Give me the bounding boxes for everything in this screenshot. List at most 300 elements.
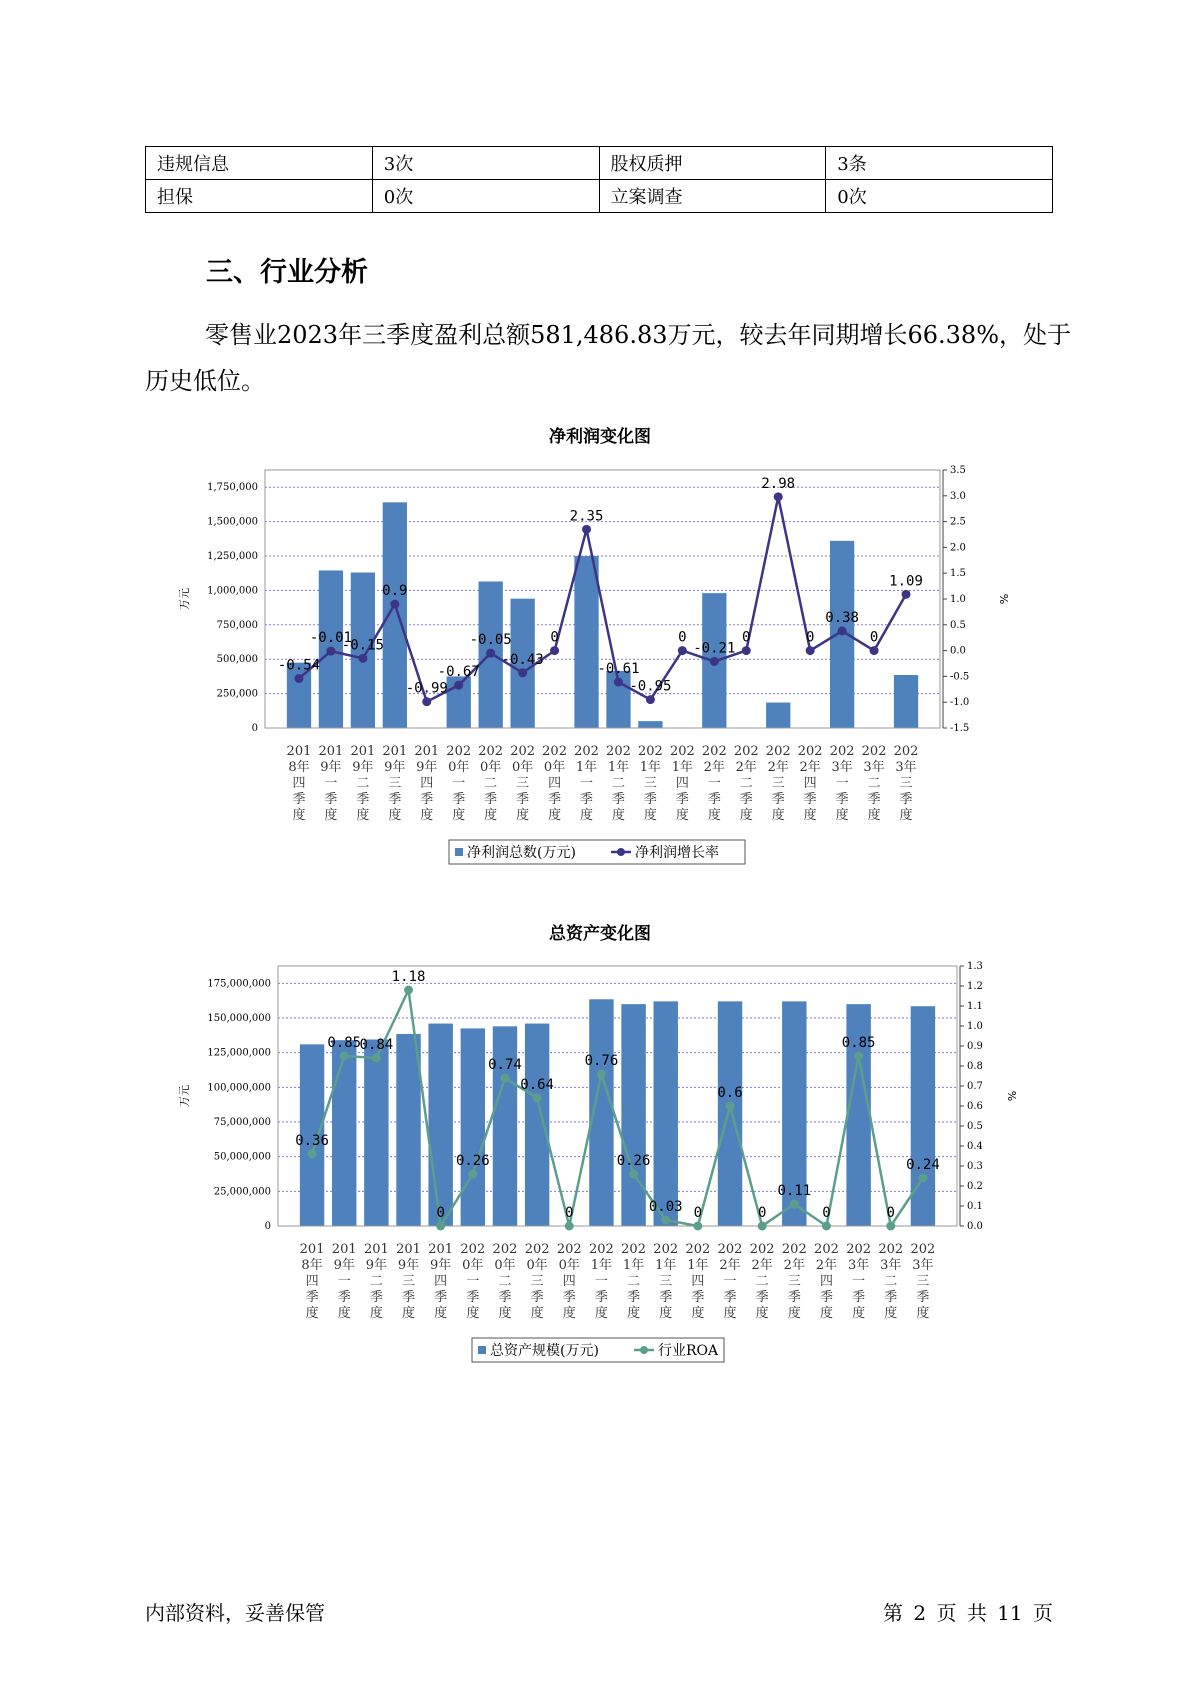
- data-point: [614, 678, 623, 687]
- x-tick-label: 201: [318, 744, 344, 759]
- y2-tick-label: 2.5: [950, 516, 966, 528]
- data-point: [550, 646, 559, 655]
- x-tick-label: 季: [707, 792, 721, 807]
- y-tick-label: 0: [251, 723, 258, 734]
- x-tick-label: 1年: [622, 1258, 645, 1273]
- x-tick-label: 202: [542, 744, 567, 759]
- x-tick-label: 9年: [333, 1258, 355, 1273]
- bar: [718, 1001, 742, 1226]
- y-tick-label: 75,000,000: [213, 1117, 271, 1128]
- table-cell: 担保: [146, 180, 373, 213]
- x-tick-label: 度: [530, 1306, 544, 1321]
- x-tick-label: 度: [755, 1306, 769, 1321]
- x-tick-label: 1年: [639, 760, 662, 775]
- y-tick-label: 750,000: [216, 619, 258, 631]
- table-cell: 立案调查: [599, 180, 826, 213]
- data-point: [693, 1222, 702, 1231]
- x-tick-label: 2年: [767, 760, 789, 775]
- legend-swatch-point: [617, 848, 625, 856]
- data-point: [790, 1200, 799, 1209]
- data-label: 0: [550, 629, 559, 646]
- x-tick-label: 度: [643, 808, 657, 823]
- data-label: -0.15: [341, 637, 384, 654]
- y2-tick-label: 1.5: [950, 568, 966, 580]
- x-tick-label: 2年: [735, 760, 757, 775]
- y2-tick-label: 1.1: [967, 1001, 983, 1012]
- data-point: [726, 1102, 735, 1111]
- data-point: [340, 1052, 349, 1061]
- chart-title: 总资产变化图: [549, 924, 651, 944]
- y2-tick-label: 1.3: [967, 961, 983, 972]
- x-tick-label: 二: [356, 776, 370, 791]
- data-label: 0: [693, 1205, 703, 1221]
- page-number: 第 2 页 共 11 页: [883, 1601, 1053, 1625]
- x-tick-label: 度: [899, 808, 913, 823]
- data-label: 0.6: [717, 1085, 743, 1101]
- data-label: 0: [565, 1205, 574, 1221]
- x-tick-label: 202: [653, 1242, 679, 1257]
- x-tick-label: 2年: [815, 1258, 838, 1273]
- x-tick-label: 二: [498, 1274, 512, 1289]
- data-label: 0.9: [382, 583, 408, 600]
- chart-title: 净利润变化图: [549, 427, 651, 447]
- y-tick-label: 1,500,000: [207, 516, 258, 528]
- x-tick-label: 2年: [799, 760, 821, 775]
- data-label: 1.18: [391, 969, 426, 985]
- x-tick-label: 季: [803, 792, 817, 807]
- x-tick-label: 201: [396, 1242, 421, 1257]
- data-point: [500, 1074, 509, 1083]
- x-tick-label: 四: [292, 776, 306, 791]
- x-tick-label: 一: [580, 776, 594, 791]
- y-tick-label: 1,000,000: [207, 585, 258, 597]
- data-label: -0.54: [277, 657, 321, 674]
- x-tick-label: 二: [739, 776, 753, 791]
- x-tick-label: 0年: [494, 1258, 516, 1273]
- x-tick-label: 202: [814, 1242, 839, 1257]
- legend-label: 总资产规模(万元): [490, 1343, 599, 1359]
- y2-tick-label: 3.5: [950, 465, 966, 476]
- x-tick-label: 度: [562, 1306, 576, 1321]
- x-tick-label: 季: [916, 1290, 930, 1305]
- x-tick-label: 二: [867, 776, 881, 791]
- data-point: [629, 1170, 638, 1179]
- x-tick-label: 8年: [301, 1258, 323, 1273]
- x-tick-label: 1年: [655, 1258, 677, 1273]
- y2-tick-label: 0.4: [967, 1141, 983, 1152]
- x-tick-label: 3年: [831, 760, 853, 775]
- analysis-paragraph: 零售业2023年三季度盈利总额581,486.83万元，较去年同期增长66.38%，处于历史低位。: [145, 321, 1072, 395]
- x-tick-label: 季: [548, 792, 562, 807]
- data-point: [436, 1222, 445, 1231]
- chart-legend: [472, 1338, 724, 1362]
- x-tick-label: 季: [643, 792, 657, 807]
- x-tick-label: 202: [829, 744, 855, 759]
- data-label: 0: [805, 629, 815, 646]
- x-tick-label: 1年: [607, 760, 630, 775]
- footer-note: 内部资料，妥善保管: [145, 1601, 325, 1625]
- y2-tick-label: -1.5: [950, 723, 970, 734]
- data-label: 0: [436, 1205, 445, 1221]
- data-point: [597, 1070, 606, 1079]
- y2-tick-label: 3.0: [950, 490, 966, 502]
- data-point: [326, 647, 335, 656]
- y2-tick-label: 0.9: [967, 1041, 983, 1052]
- x-tick-label: 度: [867, 808, 881, 823]
- data-label: 0.36: [295, 1133, 329, 1149]
- data-label: 0: [757, 1205, 767, 1221]
- x-tick-label: 一: [594, 1274, 608, 1289]
- x-tick-label: 度: [580, 808, 594, 823]
- data-point: [308, 1150, 317, 1159]
- x-tick-label: 202: [749, 1242, 775, 1257]
- y2-axis-title: %: [1005, 1090, 1018, 1102]
- x-tick-label: 201: [286, 744, 312, 759]
- x-tick-label: 二: [369, 1274, 383, 1289]
- x-tick-label: 三: [643, 776, 657, 791]
- x-tick-label: 度: [388, 808, 402, 823]
- x-tick-label: 202: [878, 1242, 904, 1257]
- x-tick-label: 季: [337, 1290, 351, 1305]
- data-point: [886, 1222, 895, 1231]
- x-tick-label: 202: [446, 744, 472, 759]
- x-tick-label: 1年: [575, 760, 598, 775]
- data-label: -0.95: [629, 678, 672, 695]
- x-tick-label: 四: [420, 776, 434, 791]
- data-point: [710, 657, 719, 666]
- data-point: [468, 1170, 477, 1179]
- x-tick-label: 度: [659, 1306, 673, 1321]
- data-point: [742, 646, 751, 655]
- x-tick-label: 度: [916, 1306, 930, 1321]
- x-tick-label: 季: [691, 1290, 705, 1305]
- x-tick-label: 季: [356, 792, 370, 807]
- x-tick-label: 季: [675, 792, 689, 807]
- x-tick-label: 0年: [526, 1258, 548, 1273]
- x-tick-label: 201: [428, 1242, 454, 1257]
- x-tick-label: 季: [484, 792, 498, 807]
- x-tick-label: 度: [324, 808, 338, 823]
- data-point: [661, 1216, 670, 1225]
- x-tick-label: 度: [852, 1306, 866, 1321]
- data-point: [678, 646, 687, 655]
- x-tick-label: 度: [611, 808, 625, 823]
- table-cell: 3条: [826, 147, 1053, 180]
- x-tick-label: 2年: [783, 1258, 805, 1273]
- data-point: [822, 1222, 831, 1231]
- y2-tick-label: 0.3: [967, 1161, 983, 1172]
- y2-tick-label: 0.5: [950, 619, 966, 631]
- x-tick-label: 三: [402, 1274, 416, 1289]
- x-tick-label: 202: [910, 1242, 936, 1257]
- bar: [638, 721, 662, 728]
- data-label: 0.84: [359, 1037, 394, 1053]
- x-tick-label: 四: [675, 776, 689, 791]
- legend-label: 行业ROA: [658, 1343, 719, 1359]
- x-tick-label: 3年: [880, 1258, 902, 1273]
- data-point: [918, 1174, 927, 1183]
- x-tick-label: 一: [337, 1274, 351, 1289]
- bar: [364, 1039, 388, 1226]
- data-label: 0: [822, 1205, 831, 1221]
- data-label: 0.26: [455, 1153, 490, 1169]
- legend-swatch-point: [640, 1346, 648, 1354]
- x-tick-label: 一: [324, 776, 338, 791]
- bar: [461, 1028, 485, 1226]
- y-tick-label: 50,000,000: [213, 1151, 271, 1163]
- data-point: [486, 649, 495, 658]
- x-tick-label: 季: [388, 792, 402, 807]
- x-tick-label: 8年: [288, 760, 310, 775]
- data-point: [838, 626, 847, 635]
- table-row: [146, 180, 1053, 213]
- x-tick-label: 季: [819, 1290, 833, 1305]
- bar: [574, 556, 598, 728]
- x-tick-label: 201: [414, 744, 440, 759]
- y-axis-title: 万元: [178, 1085, 191, 1107]
- bar: [383, 502, 407, 728]
- x-tick-label: 季: [369, 1290, 383, 1305]
- y-tick-label: 150,000,000: [207, 1013, 271, 1024]
- table-row: [146, 147, 1053, 180]
- x-tick-label: 季: [739, 792, 753, 807]
- x-tick-label: 季: [755, 1290, 769, 1305]
- x-tick-label: 季: [434, 1290, 448, 1305]
- x-tick-label: 0年: [543, 760, 566, 775]
- y2-axis-title: %: [997, 593, 1010, 605]
- x-tick-label: 1年: [687, 1258, 709, 1273]
- x-tick-label: 三: [530, 1274, 544, 1289]
- data-point: [565, 1222, 574, 1231]
- y2-tick-label: 1.2: [967, 981, 983, 992]
- x-tick-label: 度: [803, 808, 817, 823]
- y2-tick-label: 0.7: [967, 1081, 983, 1092]
- y-tick-label: 100,000,000: [207, 1082, 271, 1094]
- y2-tick-label: 0.1: [967, 1201, 983, 1212]
- data-point: [294, 674, 303, 683]
- x-tick-label: 202: [717, 1242, 743, 1257]
- x-tick-label: 202: [781, 1242, 807, 1257]
- x-tick-label: 季: [530, 1290, 544, 1305]
- x-tick-label: 一: [852, 1274, 866, 1289]
- x-tick-label: 二: [755, 1274, 769, 1289]
- data-label: 0.24: [906, 1157, 940, 1173]
- x-tick-label: 9年: [430, 1258, 452, 1273]
- section-title: 三、行业分析: [206, 257, 368, 288]
- y-tick-label: 500,000: [216, 654, 258, 666]
- y2-tick-label: -1.0: [950, 697, 970, 709]
- x-tick-label: 二: [627, 1274, 641, 1289]
- x-tick-label: 四: [819, 1274, 833, 1289]
- data-label: -0.01: [309, 630, 353, 647]
- x-tick-label: 202: [846, 1242, 872, 1257]
- x-tick-label: 季: [835, 792, 849, 807]
- x-tick-label: 季: [498, 1290, 512, 1305]
- y2-tick-label: 1.0: [950, 594, 966, 605]
- x-tick-label: 度: [627, 1306, 641, 1321]
- total-assets-chart: [0, 918, 1191, 1378]
- x-tick-label: 2年: [719, 1258, 741, 1273]
- bar: [911, 1006, 935, 1226]
- x-tick-label: 9年: [352, 760, 374, 775]
- data-label: 0: [742, 629, 751, 646]
- x-tick-label: 季: [899, 792, 913, 807]
- x-tick-label: 度: [771, 808, 785, 823]
- data-label: 0.26: [616, 1153, 651, 1169]
- x-tick-label: 201: [382, 744, 408, 759]
- x-tick-label: 二: [611, 776, 625, 791]
- x-tick-label: 201: [363, 1242, 389, 1257]
- y-tick-label: 1,250,000: [207, 551, 258, 562]
- x-tick-label: 3年: [895, 760, 917, 775]
- x-tick-label: 季: [594, 1290, 608, 1305]
- x-tick-label: 四: [434, 1274, 448, 1289]
- data-label: 0.38: [825, 609, 859, 626]
- x-tick-label: 三: [388, 776, 402, 791]
- y-tick-label: 125,000,000: [207, 1047, 271, 1059]
- x-tick-label: 二: [484, 776, 498, 791]
- x-tick-label: 9年: [416, 760, 438, 775]
- x-tick-label: 度: [292, 808, 306, 823]
- y2-tick-label: 1.0: [967, 1021, 983, 1032]
- x-tick-label: 202: [574, 744, 599, 759]
- x-tick-label: 季: [466, 1290, 480, 1305]
- x-tick-label: 季: [867, 792, 881, 807]
- data-label: 2.98: [761, 475, 796, 492]
- y-tick-label: 0: [264, 1221, 271, 1232]
- x-tick-label: 四: [562, 1274, 576, 1289]
- x-tick-label: 二: [884, 1274, 898, 1289]
- legend-swatch-bar: [478, 1346, 486, 1354]
- data-point: [533, 1094, 542, 1103]
- data-point: [582, 525, 591, 534]
- y2-tick-label: 0.6: [967, 1101, 983, 1112]
- x-tick-label: 度: [548, 808, 562, 823]
- bar: [332, 1040, 356, 1226]
- y2-tick-label: 2.0: [950, 542, 966, 554]
- x-tick-label: 度: [691, 1306, 705, 1321]
- data-label: 0.85: [327, 1035, 362, 1051]
- x-tick-label: 季: [402, 1290, 416, 1305]
- x-tick-label: 202: [460, 1242, 486, 1257]
- x-tick-label: 201: [299, 1242, 325, 1257]
- table-cell: 3次: [372, 147, 599, 180]
- info-table: [145, 146, 1053, 213]
- data-point: [454, 681, 463, 690]
- x-tick-label: 季: [723, 1290, 737, 1305]
- x-tick-label: 度: [369, 1306, 383, 1321]
- table-cell: 0次: [826, 180, 1053, 213]
- x-tick-label: 202: [621, 1242, 646, 1257]
- x-tick-label: 季: [659, 1290, 673, 1305]
- x-tick-label: 202: [638, 744, 663, 759]
- data-point: [422, 697, 431, 706]
- bar: [654, 1001, 678, 1226]
- x-tick-label: 一: [835, 776, 849, 791]
- y-tick-label: 250,000: [216, 688, 258, 700]
- x-tick-label: 度: [356, 808, 370, 823]
- x-tick-label: 9年: [384, 760, 406, 775]
- x-tick-label: 季: [516, 792, 530, 807]
- bar: [428, 1024, 452, 1226]
- y-axis-title: 万元: [178, 588, 191, 610]
- x-tick-label: 202: [556, 1242, 582, 1257]
- y2-tick-label: 0.0: [967, 1221, 983, 1232]
- data-point: [390, 600, 399, 609]
- y2-tick-label: 0.8: [967, 1061, 983, 1072]
- x-tick-label: 季: [627, 1290, 641, 1305]
- x-tick-label: 季: [884, 1290, 898, 1305]
- x-tick-label: 一: [723, 1274, 737, 1289]
- x-tick-label: 3年: [912, 1258, 934, 1273]
- bar: [525, 1024, 549, 1226]
- data-point: [404, 986, 413, 995]
- data-label: 1.09: [889, 573, 923, 590]
- x-tick-label: 2年: [703, 760, 725, 775]
- x-tick-label: 三: [771, 776, 785, 791]
- x-tick-label: 度: [305, 1306, 319, 1321]
- x-tick-label: 9年: [365, 1258, 388, 1273]
- x-tick-label: 季: [324, 792, 338, 807]
- data-label: 0.76: [584, 1053, 619, 1069]
- x-tick-label: 0年: [480, 760, 502, 775]
- data-label: -0.05: [469, 632, 512, 649]
- bar: [894, 675, 918, 728]
- data-label: 0.11: [777, 1183, 812, 1199]
- y2-tick-label: 0.5: [967, 1121, 983, 1132]
- x-tick-label: 202: [893, 744, 919, 759]
- data-label: 0: [869, 629, 879, 646]
- x-tick-label: 季: [787, 1290, 801, 1305]
- data-label: 0.64: [520, 1077, 554, 1093]
- chart-legend: [449, 840, 745, 864]
- x-tick-label: 一: [466, 1274, 480, 1289]
- x-tick-label: 9年: [320, 760, 342, 775]
- x-tick-label: 度: [466, 1306, 480, 1321]
- data-label: 0: [886, 1205, 895, 1221]
- x-tick-label: 度: [420, 808, 434, 823]
- x-tick-label: 202: [861, 744, 887, 759]
- y2-tick-label: 0.2: [967, 1181, 983, 1192]
- x-tick-label: 三: [787, 1274, 801, 1289]
- x-tick-label: 202: [589, 1242, 614, 1257]
- bar: [621, 1004, 645, 1226]
- data-label: 2.35: [569, 508, 604, 525]
- x-tick-label: 202: [524, 1242, 550, 1257]
- x-tick-label: 202: [733, 744, 759, 759]
- x-tick-label: 度: [675, 808, 689, 823]
- x-tick-label: 202: [765, 744, 791, 759]
- x-tick-label: 度: [835, 808, 849, 823]
- data-point: [518, 668, 527, 677]
- x-tick-label: 度: [452, 808, 466, 823]
- x-tick-label: 四: [691, 1274, 705, 1289]
- bar: [766, 703, 790, 728]
- data-point: [358, 654, 367, 663]
- x-tick-label: 三: [516, 776, 530, 791]
- x-tick-label: 1年: [671, 760, 694, 775]
- data-point: [854, 1052, 863, 1061]
- x-tick-label: 季: [292, 792, 306, 807]
- legend-label: 净利润总数(万元): [467, 845, 576, 861]
- data-label: -0.21: [693, 640, 736, 657]
- x-tick-label: 季: [305, 1290, 319, 1305]
- x-tick-label: 度: [337, 1306, 351, 1321]
- x-tick-label: 202: [478, 744, 504, 759]
- x-tick-label: 度: [819, 1306, 833, 1321]
- x-tick-label: 202: [685, 1242, 711, 1257]
- x-tick-label: 三: [916, 1274, 930, 1289]
